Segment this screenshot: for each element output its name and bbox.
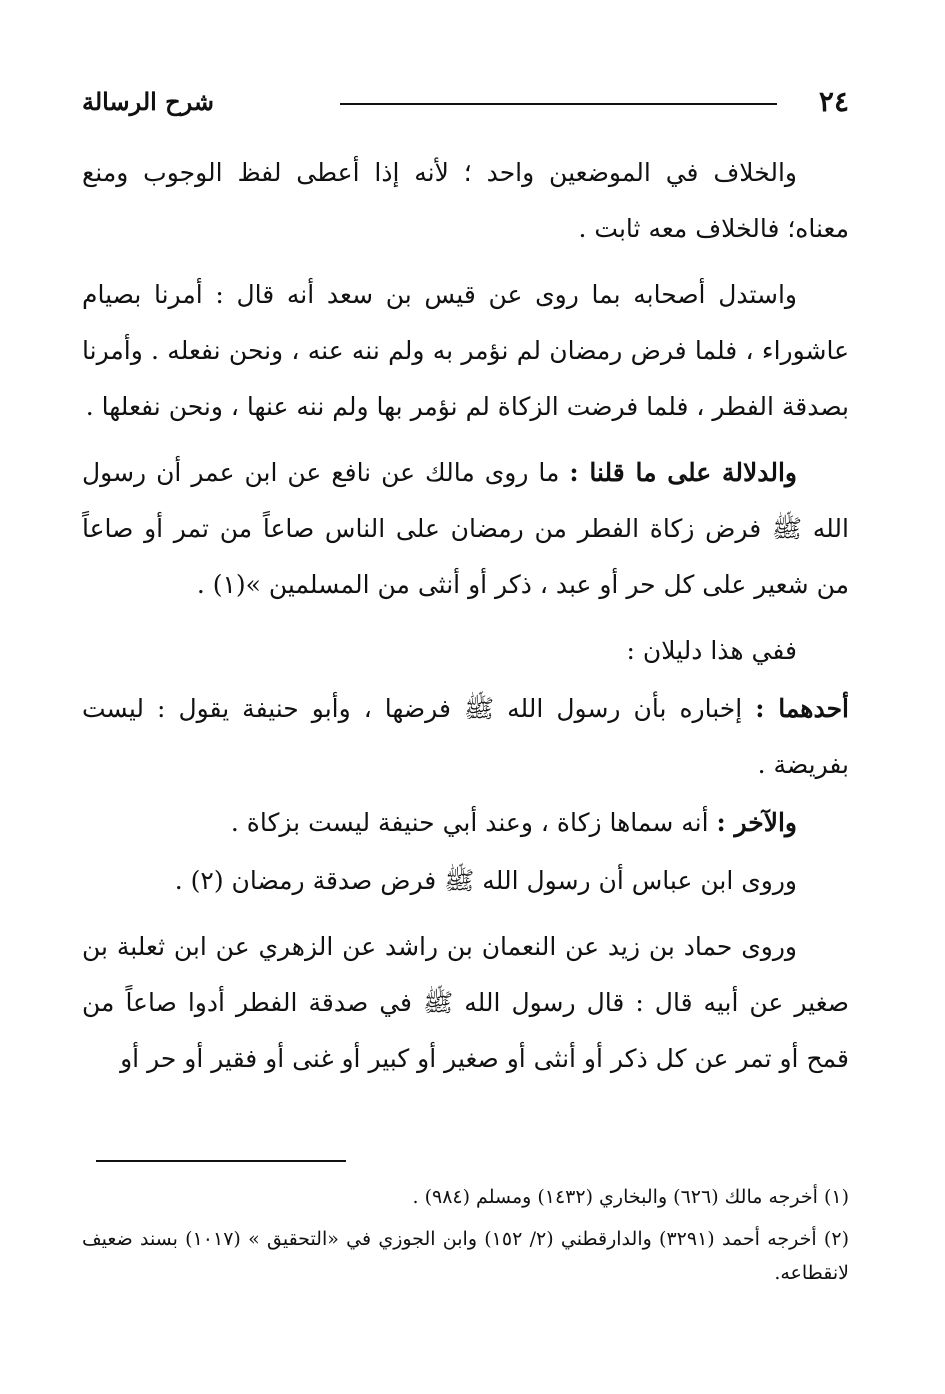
paragraph-4: ففي هذا دليلان :: [626, 636, 797, 665]
paragraph-7: وروى ابن عباس أن رسول الله ﷺ فرض صدقة رمضان (٢) .: [174, 866, 797, 895]
main-text: [82, 145, 849, 1097]
paragraph-6-text: أنه سماها زكاة ، وعند أبي حنيفة ليست بزكاة .: [230, 808, 717, 837]
paragraph-5-text: إخباره بأن رسول الله ﷺ فرضها ، وأبو حنيفة يقول : ليست بفريضة .: [82, 694, 849, 779]
paragraph-8: وروى حماد بن زيد عن النعمان بن راشد عن الزهري عن ابن ثعلبة بن صغير عن أبيه قال : قال رسول الله ﷺ في صدقة الفطر أدوا صاعاً من قمح أو تمر عن كل ذكر أو أنثى أو صغير أو كبير أو غنى أو فقير أو حر أو: [82, 932, 849, 1073]
paragraph-1: والخلاف في الموضعين واحد ؛ لأنه إذا أعطى لفظ الوجوب ومنع معناه؛ فالخلاف معه ثابت .: [82, 158, 849, 243]
footnotes: [82, 1180, 849, 1298]
paragraph-5-lead: أحدهما :: [755, 694, 849, 723]
paragraph-6: [82, 795, 849, 851]
running-title: شرح الرسالة: [82, 87, 215, 116]
header-rule: [340, 103, 777, 105]
footnote-separator: [96, 1160, 346, 1162]
page-number: ٢٤: [818, 85, 849, 118]
page-header: [82, 82, 849, 122]
paragraph-6-lead: والآخر :: [716, 808, 797, 837]
paragraph-5: [82, 681, 849, 793]
paragraph-3-lead: والدلالة على ما قلنا :: [569, 458, 797, 487]
paragraph-3: [82, 445, 849, 613]
footnote-1: (١) أخرجه مالك (٦٢٦) والبخاري (١٤٣٢) ومسلم (٩٨٤) .: [412, 1186, 849, 1208]
footnote-2: (٢) أخرجه أحمد (٣٢٩١) والدارقطني (٢/ ١٥٢) وابن الجوزي في «التحقيق » (١٠١٧) بسند ضعيف لانقطاعه.: [82, 1228, 849, 1284]
paragraph-3-text: ما روى مالك عن نافع عن ابن عمر أن رسول الله ﷺ فرض زكاة الفطر من رمضان على الناس صاعاً من تمر أو صاعاً من شعير على كل حر أو عبد ، ذكر أو أنثى من المسلمين »(١) .: [82, 458, 849, 599]
paragraph-2: واستدل أصحابه بما روى عن قيس بن سعد أنه قال : أمرنا بصيام عاشوراء ، فلما فرض رمضان لم نؤمر به ولم ننه عنه ، ونحن نفعله . وأمرنا بصدقة الفطر ، فلما فرضت الزكاة لم نؤمر بها ولم ننه عنها ، ونحن نفعلها .: [82, 280, 849, 421]
